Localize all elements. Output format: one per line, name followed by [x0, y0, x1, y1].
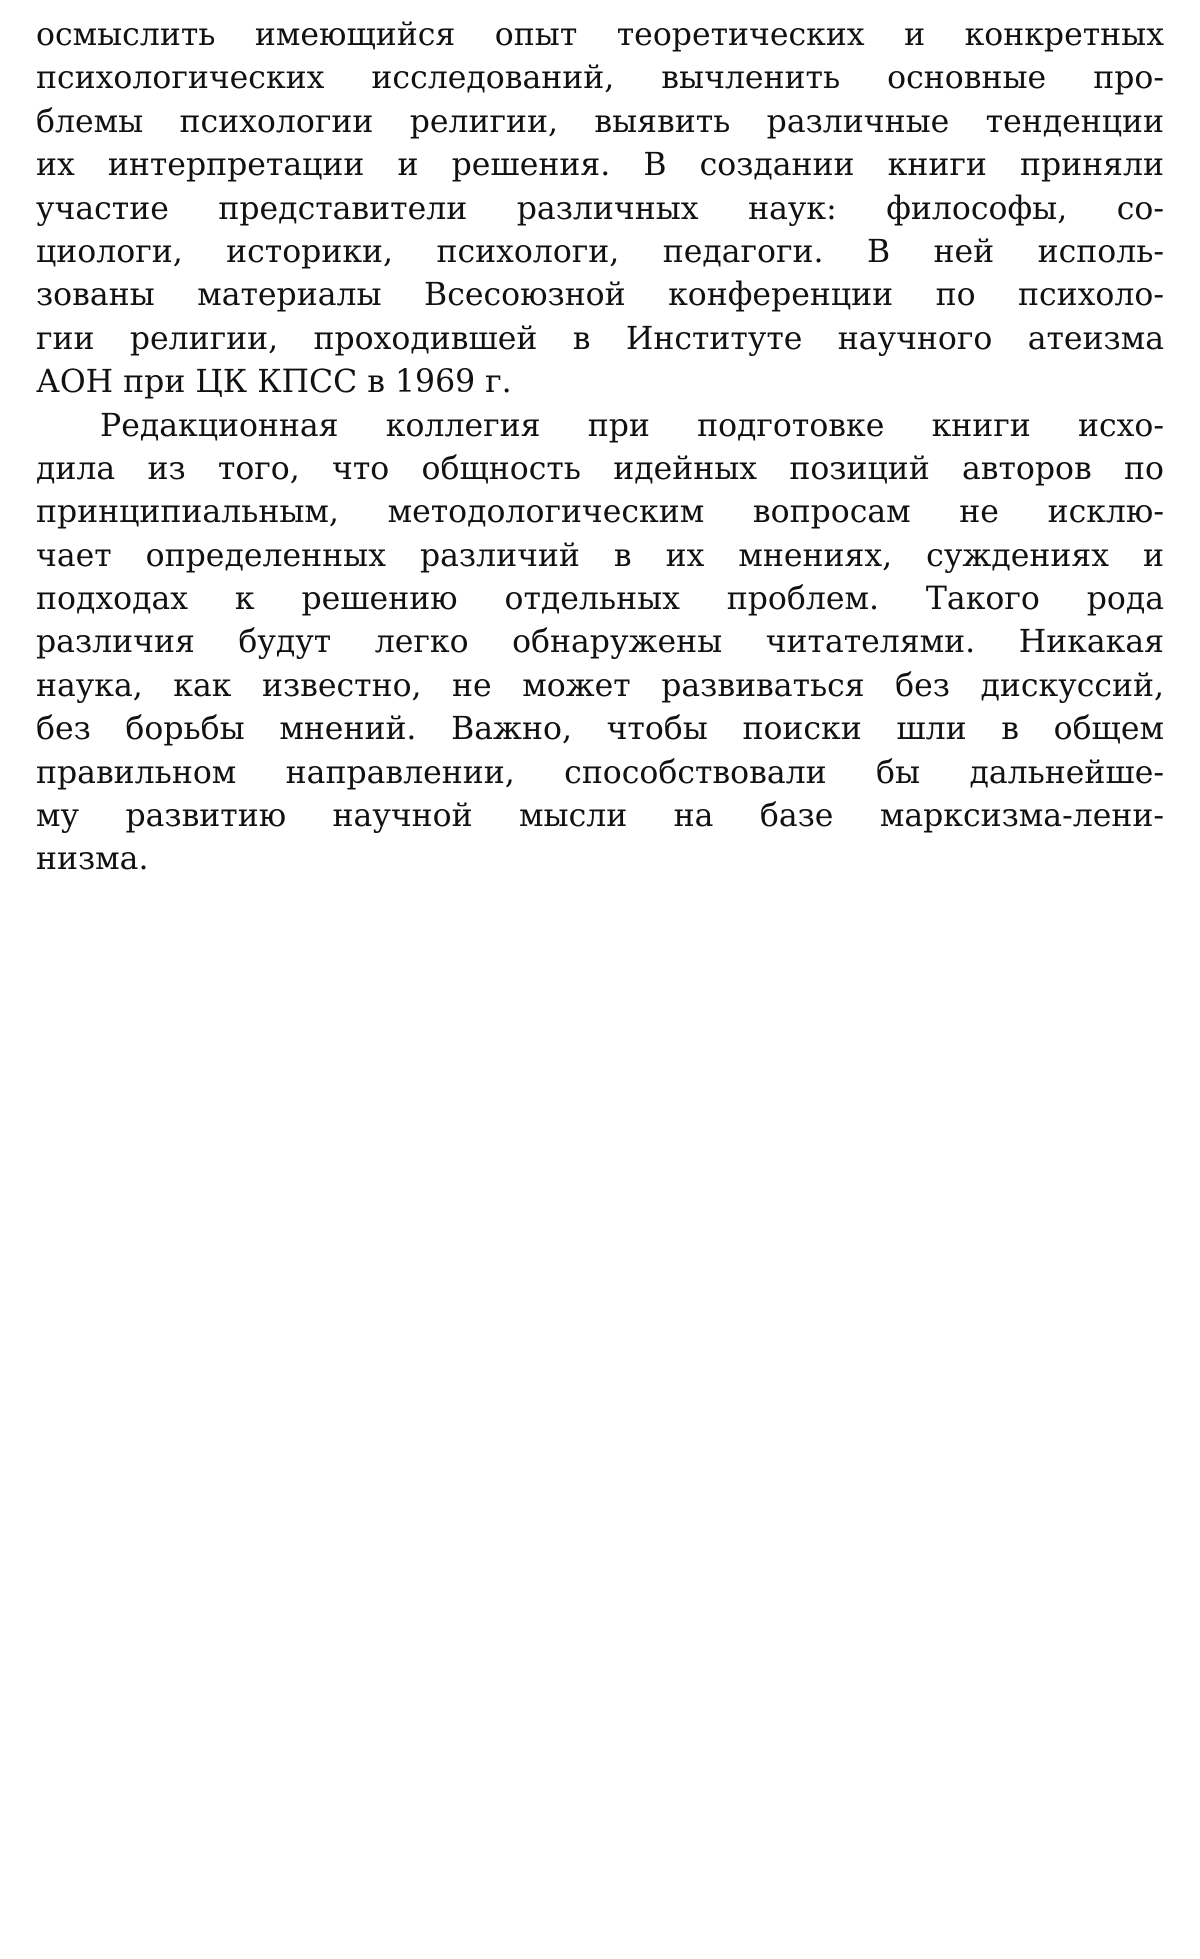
text-line: принципиальным, методологическим вопросам не исклю-	[36, 494, 1164, 531]
text-line: блемы психологии религии, выявить различные тенденции	[36, 103, 1164, 140]
text-line: их интерпретации и решения. В создании книги приняли	[36, 147, 1164, 184]
paragraph-2	[36, 405, 1164, 882]
text-line: подходах к решению отдельных проблем. Такого рода	[36, 581, 1164, 618]
text-line: АОН при ЦК КПСС в 1969 г.	[36, 364, 512, 401]
text-line: дила из того, что общность идейных позиций авторов по	[36, 450, 1164, 487]
paragraph-1	[36, 14, 1164, 405]
text-line: без борьбы мнений. Важно, чтобы поиски шли в общем	[36, 711, 1164, 748]
text-line: чает определенных различий в их мнениях, суждениях и	[36, 537, 1164, 574]
text-line: зованы материалы Всесоюзной конференции по психоло-	[36, 277, 1164, 314]
text-line: осмыслить имеющийся опыт теоретических и конкретных	[36, 17, 1164, 53]
text-line: гии религии, проходившей в Институте научного атеизма	[36, 320, 1164, 357]
text-line: му развитию научной мысли на базе марксизма-лени-	[36, 798, 1164, 835]
text-line: участие представители различных наук: философы, со-	[36, 190, 1164, 227]
text-line: различия будут легко обнаружены читателями. Никакая	[36, 624, 1164, 661]
page-text	[36, 14, 1164, 882]
text-line: наука, как известно, не может развиваться без дискуссий,	[36, 667, 1164, 704]
text-line: психологических исследований, вычленить основные про-	[36, 60, 1164, 97]
text-line: правильном направлении, способствовали бы дальнейше-	[36, 754, 1164, 791]
text-line: циологи, историки, психологи, педагоги. В ней исполь-	[36, 233, 1164, 270]
text-line: низма.	[36, 841, 149, 878]
text-line: Редакционная коллегия при подготовке книги исхо-	[100, 407, 1164, 444]
